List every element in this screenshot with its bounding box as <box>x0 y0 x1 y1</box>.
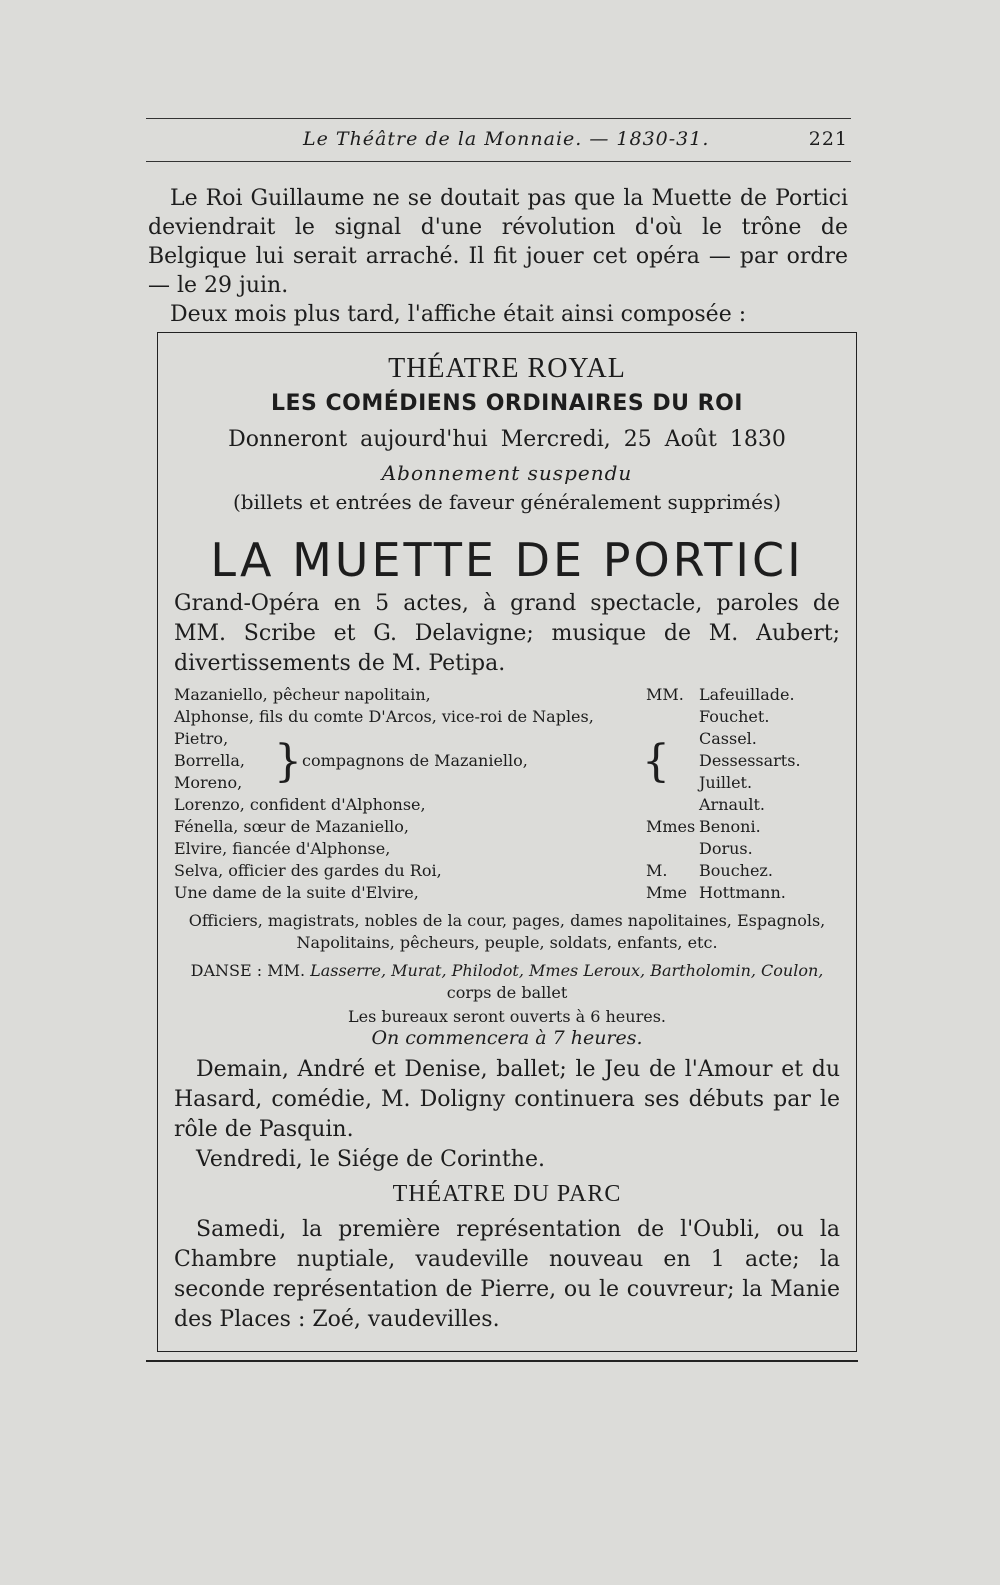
intro-paragraph-1: Le Roi Guillaume ne se doutait pas que la Muette de Portici deviendrait le signal d'une révolution d'où le trône de Belgique lui serait arraché. Il fit jouer cet opéra — par ordre — le 29 juin. <box>148 186 848 298</box>
cast-row <box>174 707 840 729</box>
danse-names: Lasserre, Murat, Philodot, Mmes Leroux, Bartholomin, Coulon, <box>310 961 824 980</box>
cast-row <box>174 861 840 883</box>
cast-actor: Fouchet. <box>699 707 770 726</box>
danse-label: DANSE : MM. <box>190 961 306 980</box>
cast-role: Une dame de la suite d'Elvire, <box>174 883 419 902</box>
header-bottom-rule <box>146 161 851 162</box>
cast-prefix: MM. <box>646 685 684 704</box>
parc-notice <box>174 1215 840 1335</box>
extras-line-2: Napolitains, pêcheurs, peuple, soldats, enfants, etc. <box>296 933 718 952</box>
cast-prefix: M. <box>646 861 668 880</box>
cast-row <box>174 839 840 861</box>
opera-title: LA MUETTE DE PORTICI <box>210 533 804 587</box>
right-brace: { <box>642 736 670 787</box>
playbill <box>157 332 857 1352</box>
cast-role: Moreno, <box>174 773 243 792</box>
samedi-paragraph: Samedi, la première représentation de l'Oubli, ou la Chambre nuptiale, vaudeville nouveau en 1 acte; la seconde représentation de Pierre, ou le couvreur; la Manie des Places : Zoé, vaudevilles. <box>174 1217 840 1332</box>
intro-text <box>148 184 848 329</box>
cast-actor: Dorus. <box>699 839 753 858</box>
cast-row <box>174 817 840 839</box>
cast-actor: Arnault. <box>699 795 765 814</box>
cast-actor: Hottmann. <box>699 883 786 902</box>
cast-row <box>174 685 840 707</box>
company-heading: LES COMÉDIENS ORDINAIRES DU ROI <box>270 391 743 416</box>
cast-row <box>174 795 840 817</box>
bureaux-line: Les bureaux seront ouverts à 6 heures. <box>348 1007 666 1026</box>
vendredi-paragraph: Vendredi, le Siége de Corinthe. <box>196 1147 545 1172</box>
danse-line <box>158 961 856 980</box>
billets-line: (billets et entrées de faveur généralement supprimés) <box>232 490 782 514</box>
cast-actor: Lafeuillade. <box>699 685 795 704</box>
page-number: 221 <box>808 128 848 150</box>
cast-role: Lorenzo, confident d'Alphonse, <box>174 795 426 814</box>
commencera-line: On commencera à 7 heures. <box>371 1027 643 1049</box>
demain-paragraph: Demain, André et Denise, ballet; le Jeu de l'Amour et du Hasard, comédie, M. Doligny continuera ses débuts par le rôle de Pasquin. <box>174 1057 840 1142</box>
extras-line-1: Officiers, magistrats, nobles de la cour, pages, dames napolitaines, Espagnols, <box>188 911 826 930</box>
cast-actor: Dessessarts. <box>699 751 801 770</box>
bottom-rule <box>146 1360 858 1362</box>
cast-prefix: Mmes <box>646 817 696 836</box>
cast-actor: Cassel. <box>699 729 757 748</box>
cast-role: Mazaniello, pêcheur napolitain, <box>174 685 431 704</box>
cast-row <box>174 883 840 905</box>
date-line: Donneront aujourd'hui Mercredi, 25 Août 1830 <box>228 427 786 452</box>
opera-description: Grand-Opéra en 5 actes, à grand spectacle, paroles de MM. Scribe et G. Delavigne; musique de M. Aubert; divertissements de M. Petipa. <box>174 591 840 676</box>
cast-role: Pietro, <box>174 729 229 748</box>
cast-role: Elvire, fiancée d'Alphonse, <box>174 839 391 858</box>
cast-role: Borrella, <box>174 751 246 770</box>
corps-line: corps de ballet <box>446 983 568 1002</box>
cast-actor: Bouchez. <box>699 861 773 880</box>
abonnement-line: Abonnement suspendu <box>381 461 633 485</box>
cast-role: Selva, officier des gardes du Roi, <box>174 861 442 880</box>
closing-notices <box>174 1055 840 1175</box>
cast-actor: Benoni. <box>699 817 761 836</box>
theatre-heading: THÉATRE ROYAL <box>388 353 626 384</box>
left-brace: } <box>274 736 302 787</box>
intro-paragraph-2: Deux mois plus tard, l'affiche était ainsi composée : <box>170 302 747 327</box>
companions-label: compagnons de Mazaniello, <box>302 751 528 770</box>
cast-role: Fénella, sœur de Mazaniello, <box>174 817 410 836</box>
running-title: Le Théâtre de la Monnaie. — 1830-31. <box>303 128 710 150</box>
cast-role: Alphonse, fils du comte D'Arcos, vice-roi de Naples, <box>174 707 594 726</box>
cast-actor: Juillet. <box>699 773 753 792</box>
parc-heading: THÉATRE DU PARC <box>392 1181 622 1207</box>
cast-prefix: Mme <box>646 883 688 902</box>
running-header <box>150 128 850 158</box>
header-top-rule <box>146 118 851 119</box>
